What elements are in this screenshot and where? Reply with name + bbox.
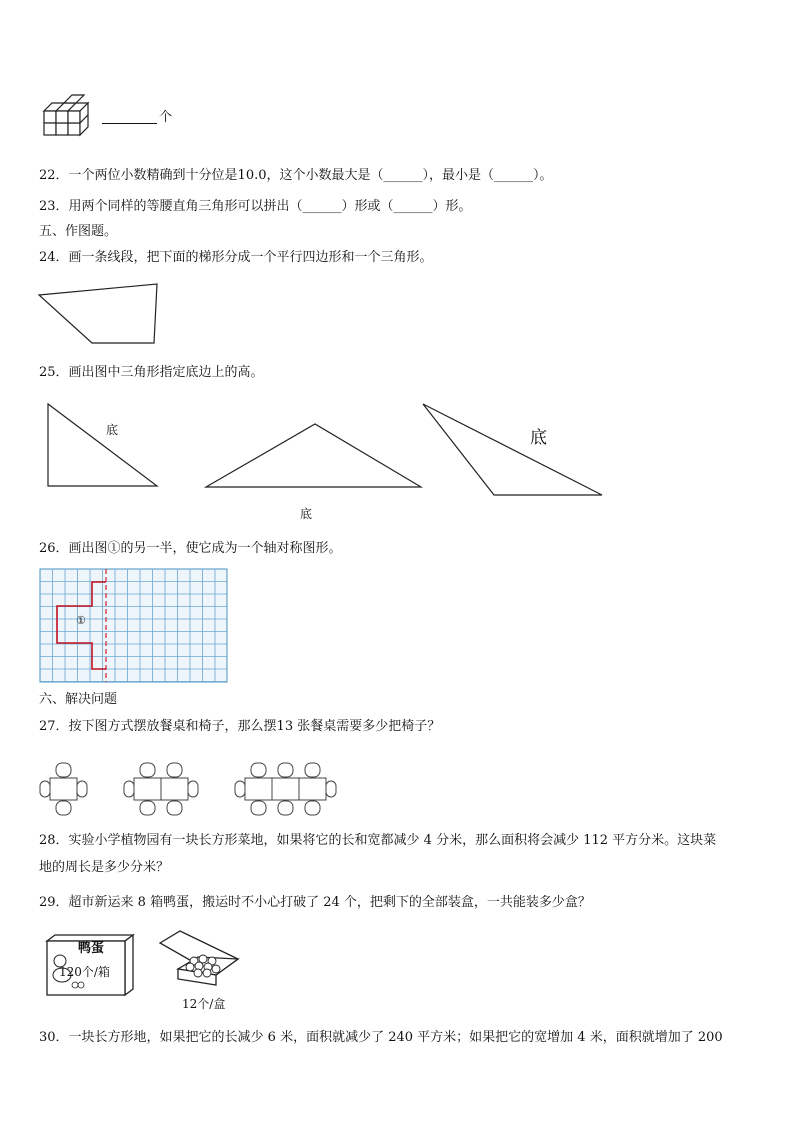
question-24: 24．画一条线段，把下面的梯形分成一个平行四边形和一个三角形。 xyxy=(39,250,433,265)
cube-stack-figure xyxy=(42,93,102,149)
table-chair-figure xyxy=(38,758,418,824)
q21-blank[interactable] xyxy=(102,123,157,124)
question-25: 25．画出图中三角形指定底边上的高。 xyxy=(39,365,264,380)
question-22: 22．一个两位小数精确到十分位是10.0，这个小数最大是（______），最小是（______）。 xyxy=(39,168,553,183)
triangle-obtuse-slanted xyxy=(420,400,606,504)
symmetry-grid xyxy=(39,568,229,688)
question-23: 23．用两个同样的等腰直角三角形可以拼出（______）形或（______）形。 xyxy=(39,199,472,214)
section-6-title: 六、解决问题 xyxy=(39,692,118,707)
question-28-line-1: 28．实验小学植物园有一块长方形菜地，如果将它的长和宽都减少 4 分米，那么面积将会减少 112 平方分米。这块菜 xyxy=(39,833,717,848)
shape-label-1: ① xyxy=(76,614,86,627)
base-label-2: 底 xyxy=(300,507,313,521)
base-label-1: 底 xyxy=(106,423,119,437)
egg-carton-figure xyxy=(158,929,240,993)
trapezoid-figure xyxy=(36,282,162,350)
triangle-right xyxy=(44,400,164,496)
triangle-obtuse-wide xyxy=(203,420,425,496)
question-30: 30．一块长方形地，如果把它的长减少 6 米，面积就减少了 240 平方米；如果把它的宽增加 4 米，面积就增加了 200 xyxy=(39,1030,723,1045)
egg-box-label: 120个/箱 xyxy=(59,965,110,979)
question-26: 26．画出图①的另一半，使它成为一个轴对称图形。 xyxy=(39,541,342,556)
base-label-3: 底 xyxy=(530,428,547,448)
q21-suffix: 个 xyxy=(159,110,173,125)
question-27: 27．按下图方式摆放餐桌和椅子，那么摆13 张餐桌需要多少把椅子？ xyxy=(39,719,441,734)
egg-carton-label: 12个/盒 xyxy=(182,997,226,1011)
section-5-title: 五、作图题。 xyxy=(39,224,118,239)
question-28-line-2: 地的周长是多少分米？ xyxy=(39,860,170,875)
egg-box-title: 鸭蛋 xyxy=(78,941,105,956)
question-29: 29．超市新运来 8 箱鸭蛋，搬运时不小心打破了 24 个，把剩下的全部装盒，一共能装多少盒？ xyxy=(39,895,591,910)
